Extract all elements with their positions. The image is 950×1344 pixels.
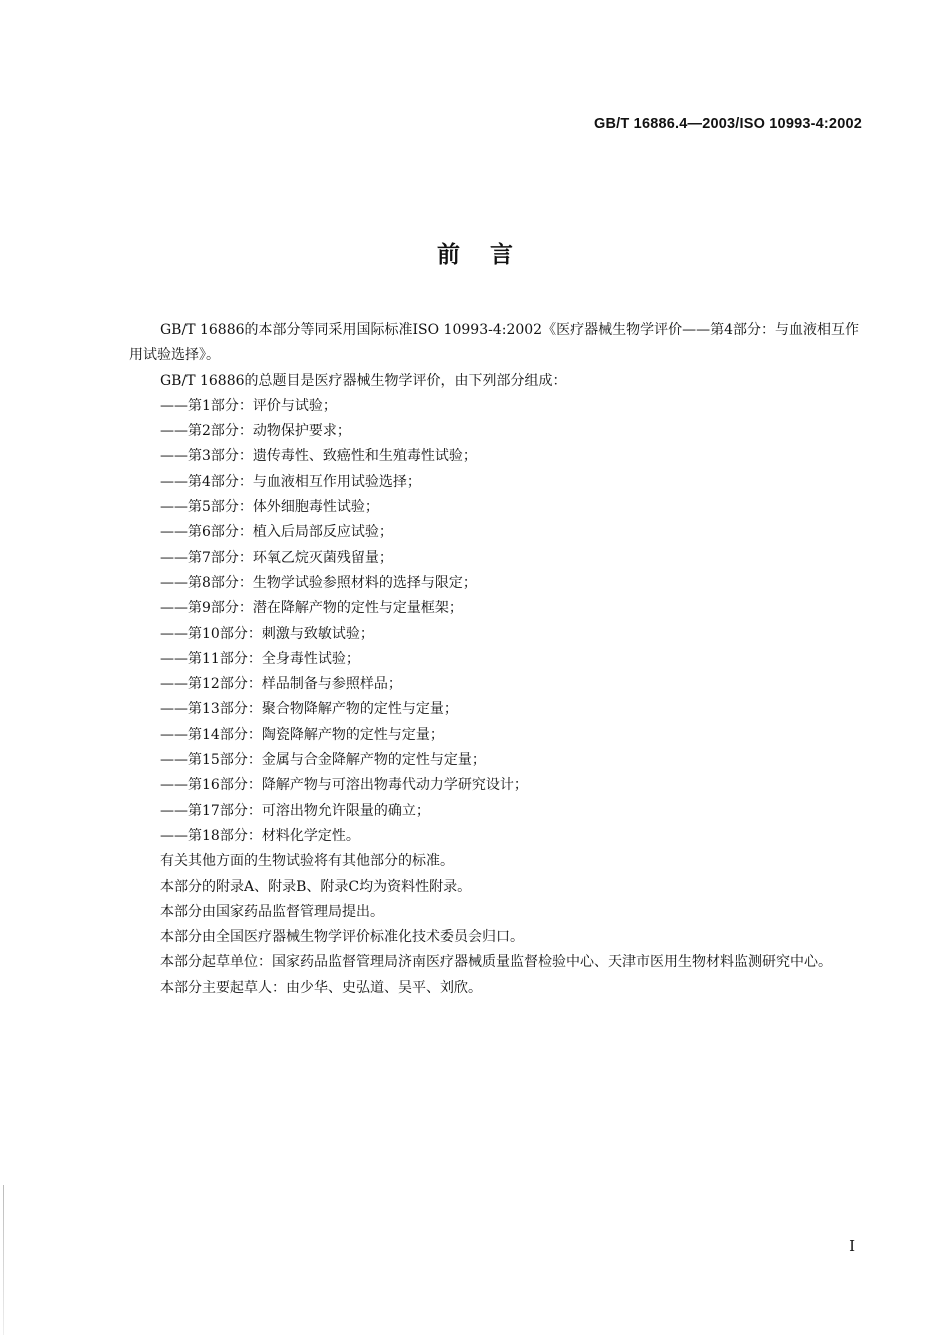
foreword-body xyxy=(129,318,861,1001)
page-title: 前言 xyxy=(437,242,543,268)
list-item: ——第11部分：全身毒性试验； xyxy=(160,650,360,667)
list-item: ——第3部分：遗传毒性、致癌性和生殖毒性试验； xyxy=(160,448,477,465)
paragraph-adoption: GB/T 16886的本部分等同采用国际标准ISO 10993-4:2002《医疗器械生物学评价——第4部分：与血液相互作用试验选择》。 xyxy=(129,322,859,364)
list-item: ——第12部分：样品制备与参照样品； xyxy=(160,676,402,693)
paragraph-proposed-by: 本部分由国家药品监督管理局提出。 xyxy=(160,903,384,920)
list-item: ——第17部分：可溶出物允许限量的确立； xyxy=(160,802,430,819)
scan-edge-mark xyxy=(3,1185,4,1335)
list-item: ——第16部分：降解产物与可溶出物毒代动力学研究设计； xyxy=(160,777,528,794)
paragraph-committee: 本部分由全国医疗器械生物学评价标准化技术委员会归口。 xyxy=(160,929,524,946)
list-item: ——第13部分：聚合物降解产物的定性与定量； xyxy=(160,701,458,718)
paragraph-drafting-units: 本部分起草单位：国家药品监督管理局济南医疗器械质量监督检验中心、天津市医用生物材料监测研究中心。 xyxy=(160,954,832,971)
list-item: ——第7部分：环氧乙烷灭菌残留量； xyxy=(160,549,393,566)
parts-list xyxy=(129,394,861,849)
paragraph-drafters: 本部分主要起草人：由少华、史弘道、吴平、刘欣。 xyxy=(160,979,482,996)
list-item: ——第18部分：材料化学定性。 xyxy=(160,827,360,844)
list-item: ——第10部分：刺激与致敏试验； xyxy=(160,625,374,642)
list-item: ——第14部分：陶瓷降解产物的定性与定量； xyxy=(160,726,444,743)
paragraph-other-parts: 有关其他方面的生物试验将有其他部分的标准。 xyxy=(160,853,454,870)
list-item: ——第2部分：动物保护要求； xyxy=(160,423,351,440)
list-item: ——第5部分：体外细胞毒性试验； xyxy=(160,499,379,516)
list-item: ——第9部分：潜在降解产物的定性与定量框架； xyxy=(160,600,463,617)
list-item: ——第6部分：植入后局部反应试验； xyxy=(160,524,393,541)
paragraph-annexes: 本部分的附录A、附录B、附录C均为资料性附录。 xyxy=(160,878,472,895)
list-item: ——第15部分：金属与合金降解产物的定性与定量； xyxy=(160,752,486,769)
paragraph-general-title: GB/T 16886的总题目是医疗器械生物学评价，由下列部分组成： xyxy=(160,372,567,389)
list-item: ——第4部分：与血液相互作用试验选择； xyxy=(160,473,421,490)
standard-code: GB/T 16886.4—2003/ISO 10993-4:2002 xyxy=(594,116,862,132)
list-item: ——第1部分：评价与试验； xyxy=(160,397,337,414)
list-item: ——第8部分：生物学试验参照材料的选择与限定； xyxy=(160,574,477,591)
page-number: I xyxy=(849,1237,855,1255)
